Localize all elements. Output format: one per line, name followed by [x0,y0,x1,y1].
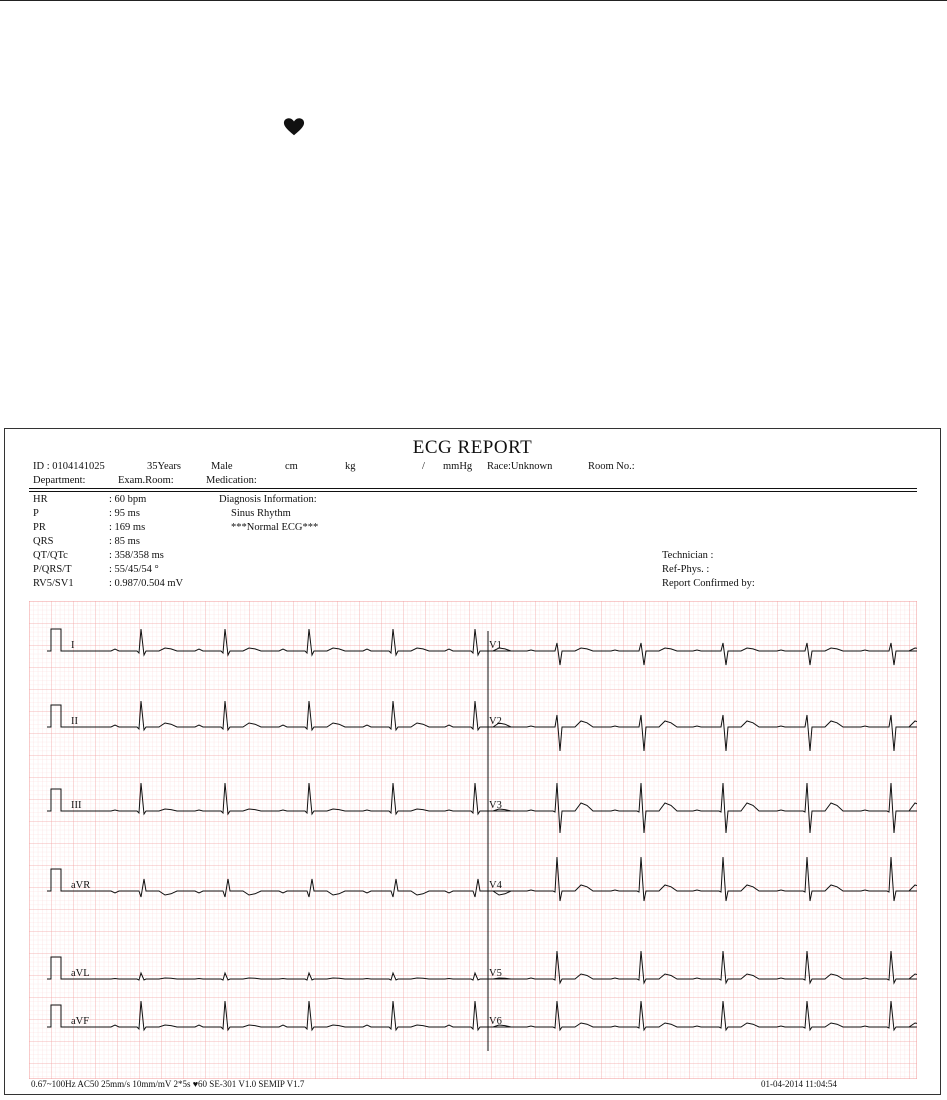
measurement-name: RV5/SV1 [33,578,74,589]
lead-label: aVF [71,1016,90,1027]
header-divider-top [29,488,917,489]
measurement-value: : 85 ms [109,536,140,547]
department-label: Department: [33,475,86,486]
medication-label: Medication: [206,475,257,486]
bp-separator: / [422,461,425,472]
patient-race: Race:Unknown [487,461,553,472]
acquisition-settings: 0.67~100Hz AC50 25mm/s 10mm/mV 2*5s ♥60 SE-301 V1.0 SEMIP V1.7 [31,1079,305,1089]
report-datetime: 01-04-2014 11:04:54 [761,1079,837,1089]
report-confirmed-label: Report Confirmed by: [662,578,755,589]
measurement-value: : 0.987/0.504 mV [109,578,184,589]
exam-room-label: Exam.Room: [118,475,174,486]
lead-label: V2 [489,716,502,727]
measurement-name: QRS [33,536,54,547]
measurement-name: PR [33,522,46,533]
lead-label: aVR [71,880,91,891]
room-number: Room No.: [588,461,635,472]
measurement-name: P/QRS/T [33,564,72,575]
measurement-value: : 95 ms [109,508,140,519]
diagnosis-heading: Diagnosis Information: [219,494,317,505]
diagnosis-line: Sinus Rhythm [231,508,291,519]
height-unit: cm [285,461,298,472]
lead-label: V6 [489,1016,502,1027]
ecg-grid [29,601,917,1079]
diagnosis-line: ***Normal ECG*** [231,522,319,533]
lead-label: III [71,800,82,811]
lead-label: I [71,640,75,651]
header-divider-bottom [29,491,917,492]
lead-label: V3 [489,800,502,811]
measurement-value: : 55/45/54 ° [109,564,159,575]
ref-phys-label: Ref-Phys. : [662,564,710,575]
heart-icon [283,116,305,138]
bp-unit: mmHg [443,461,473,472]
patient-sex: Male [211,461,233,472]
technician-label: Technician : [662,550,714,561]
lead-label: V1 [489,640,502,651]
lead-label: V4 [489,880,502,891]
measurement-name: P [33,508,39,519]
measurement-value: : 60 bpm [109,494,147,505]
ecg-report-sheet [4,428,941,1095]
measurement-value: : 358/358 ms [109,550,164,561]
lead-label: aVL [71,968,90,979]
weight-unit: kg [345,461,356,472]
measurement-name: HR [33,494,48,505]
ecg-waveform-canvas [29,601,917,1079]
patient-id: ID : 0104141025 [33,461,105,472]
report-title: ECG REPORT [412,437,533,458]
lead-label: V5 [489,968,502,979]
lead-label: II [71,716,78,727]
top-border-line [0,0,947,1]
measurement-name: QT/QTc [33,550,68,561]
measurement-value: : 169 ms [109,522,146,533]
patient-age: 35Years [147,461,181,472]
